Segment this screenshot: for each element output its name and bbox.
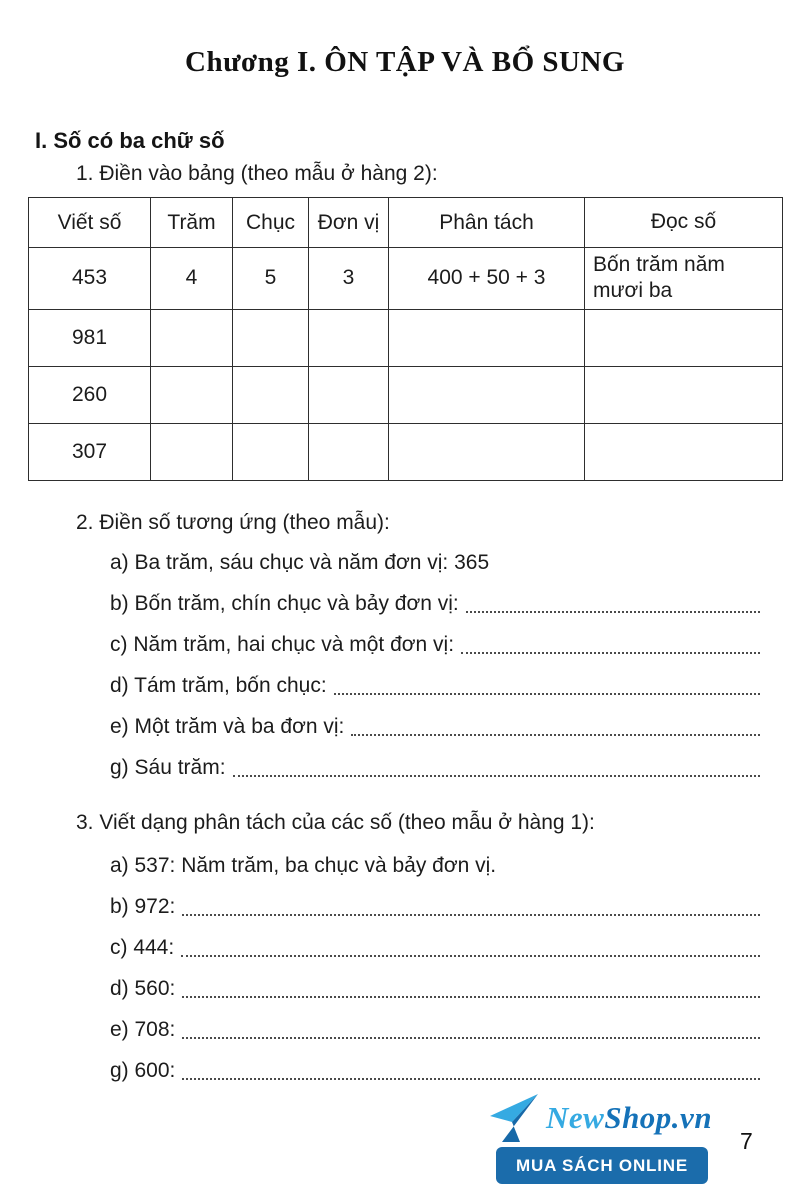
- table-cell: [585, 366, 783, 423]
- exercise2-prompt: 2. Điền số tương ứng (theo mẫu):: [76, 511, 390, 534]
- newshop-logo-text: [546, 1100, 712, 1136]
- table-cell: 260: [29, 366, 151, 423]
- table-row: [29, 248, 783, 310]
- answer-blank: [334, 680, 760, 695]
- table-cell: [151, 309, 233, 366]
- answer-blank: [466, 598, 760, 613]
- item-text: c) 444:: [110, 935, 175, 959]
- newshop-logo: [490, 1094, 712, 1142]
- item-text: g) Sáu trăm:: [110, 755, 226, 779]
- table-cell: [151, 366, 233, 423]
- table-cell: 3: [309, 248, 389, 310]
- answer-blank: [233, 762, 760, 777]
- col-header-chuc: Chục: [233, 198, 309, 248]
- table-cell: [389, 366, 585, 423]
- newshop-arrow-icon: [490, 1094, 540, 1142]
- exercise1-prompt: 1. Điền vào bảng (theo mẫu ở hàng 2):: [76, 162, 438, 185]
- table-cell: [309, 423, 389, 480]
- item-text: a) 537: Năm trăm, ba chục và bảy đơn vị.: [110, 853, 497, 877]
- exercise3-item-d: [110, 968, 760, 1009]
- answer-blank: [182, 1065, 760, 1080]
- item-text: e) 708:: [110, 1017, 176, 1041]
- col-header-doc-so: Đọc số: [585, 198, 783, 248]
- col-header-tram: Trăm: [151, 198, 233, 248]
- exercise1-table: [28, 197, 783, 481]
- table-cell: 5: [233, 248, 309, 310]
- section-title: I. Số có ba chữ số: [35, 128, 225, 153]
- item-text: a) Ba trăm, sáu chục và năm đơn vị: 365: [110, 550, 490, 574]
- exercise2-item-b: [110, 583, 760, 624]
- table-cell: 981: [29, 309, 151, 366]
- table-cell: 307: [29, 423, 151, 480]
- table-cell: [309, 309, 389, 366]
- table-cell: [309, 366, 389, 423]
- table-row: [29, 423, 783, 480]
- chapter-title: Chương I. ÔN TẬP VÀ BỔ SUNG: [185, 46, 625, 78]
- table-cell: [585, 423, 783, 480]
- answer-blank: [461, 639, 760, 654]
- table-cell: [151, 423, 233, 480]
- table-cell: [233, 366, 309, 423]
- answer-blank: [182, 901, 760, 916]
- exercise3-item-a: [110, 845, 760, 886]
- col-header-phan-tach: Phân tách: [389, 198, 585, 248]
- answer-blank: [182, 983, 760, 998]
- table-cell: 400 + 50 + 3: [389, 248, 585, 310]
- page-number: 7: [740, 1128, 753, 1154]
- exercise3-items: [110, 845, 760, 1091]
- exercise3-item-b: [110, 886, 760, 927]
- answer-blank: [181, 942, 760, 957]
- exercise3-item-e: [110, 1009, 760, 1050]
- logo-text-shop: Shop.vn: [604, 1100, 713, 1135]
- mua-sach-online-banner: MUA SÁCH ONLINE: [496, 1147, 708, 1184]
- table-row: [29, 366, 783, 423]
- exercise3-prompt: 3. Viết dạng phân tách của các số (theo mẫu ở hàng 1):: [76, 811, 595, 834]
- item-text: c) Năm trăm, hai chục và một đơn vị:: [110, 632, 455, 656]
- col-header-don-vi: Đơn vị: [309, 198, 389, 248]
- exercise2-item-d: [110, 665, 760, 706]
- item-text: d) Tám trăm, bốn chục:: [110, 673, 327, 697]
- exercise3-item-c: [110, 927, 760, 968]
- exercise2-item-c: [110, 624, 760, 665]
- answer-blank: [182, 1024, 760, 1039]
- exercise2-item-e: [110, 706, 760, 747]
- col-header-viet-so: Viết số: [29, 198, 151, 248]
- table-cell: [389, 423, 585, 480]
- item-text: e) Một trăm và ba đơn vị:: [110, 714, 345, 738]
- exercise2-item-g: [110, 747, 760, 788]
- table-cell: [233, 423, 309, 480]
- item-text: b) 972:: [110, 894, 176, 918]
- exercise2-item-a: [110, 542, 760, 583]
- table-header-row: [29, 198, 783, 248]
- table-cell: [585, 309, 783, 366]
- exercise3-item-g: [110, 1050, 760, 1091]
- item-text: d) 560:: [110, 976, 176, 1000]
- table-cell: Bốn trăm năm mươi ba: [585, 248, 783, 310]
- table-cell: 4: [151, 248, 233, 310]
- item-text: b) Bốn trăm, chín chục và bảy đơn vị:: [110, 591, 459, 615]
- table-cell: [233, 309, 309, 366]
- answer-blank: [351, 721, 760, 736]
- table-cell: 453: [29, 248, 151, 310]
- item-text: g) 600:: [110, 1058, 176, 1082]
- exercise2-items: [110, 542, 760, 788]
- table-row: [29, 309, 783, 366]
- logo-text-new: New: [546, 1100, 605, 1135]
- table-cell: [389, 309, 585, 366]
